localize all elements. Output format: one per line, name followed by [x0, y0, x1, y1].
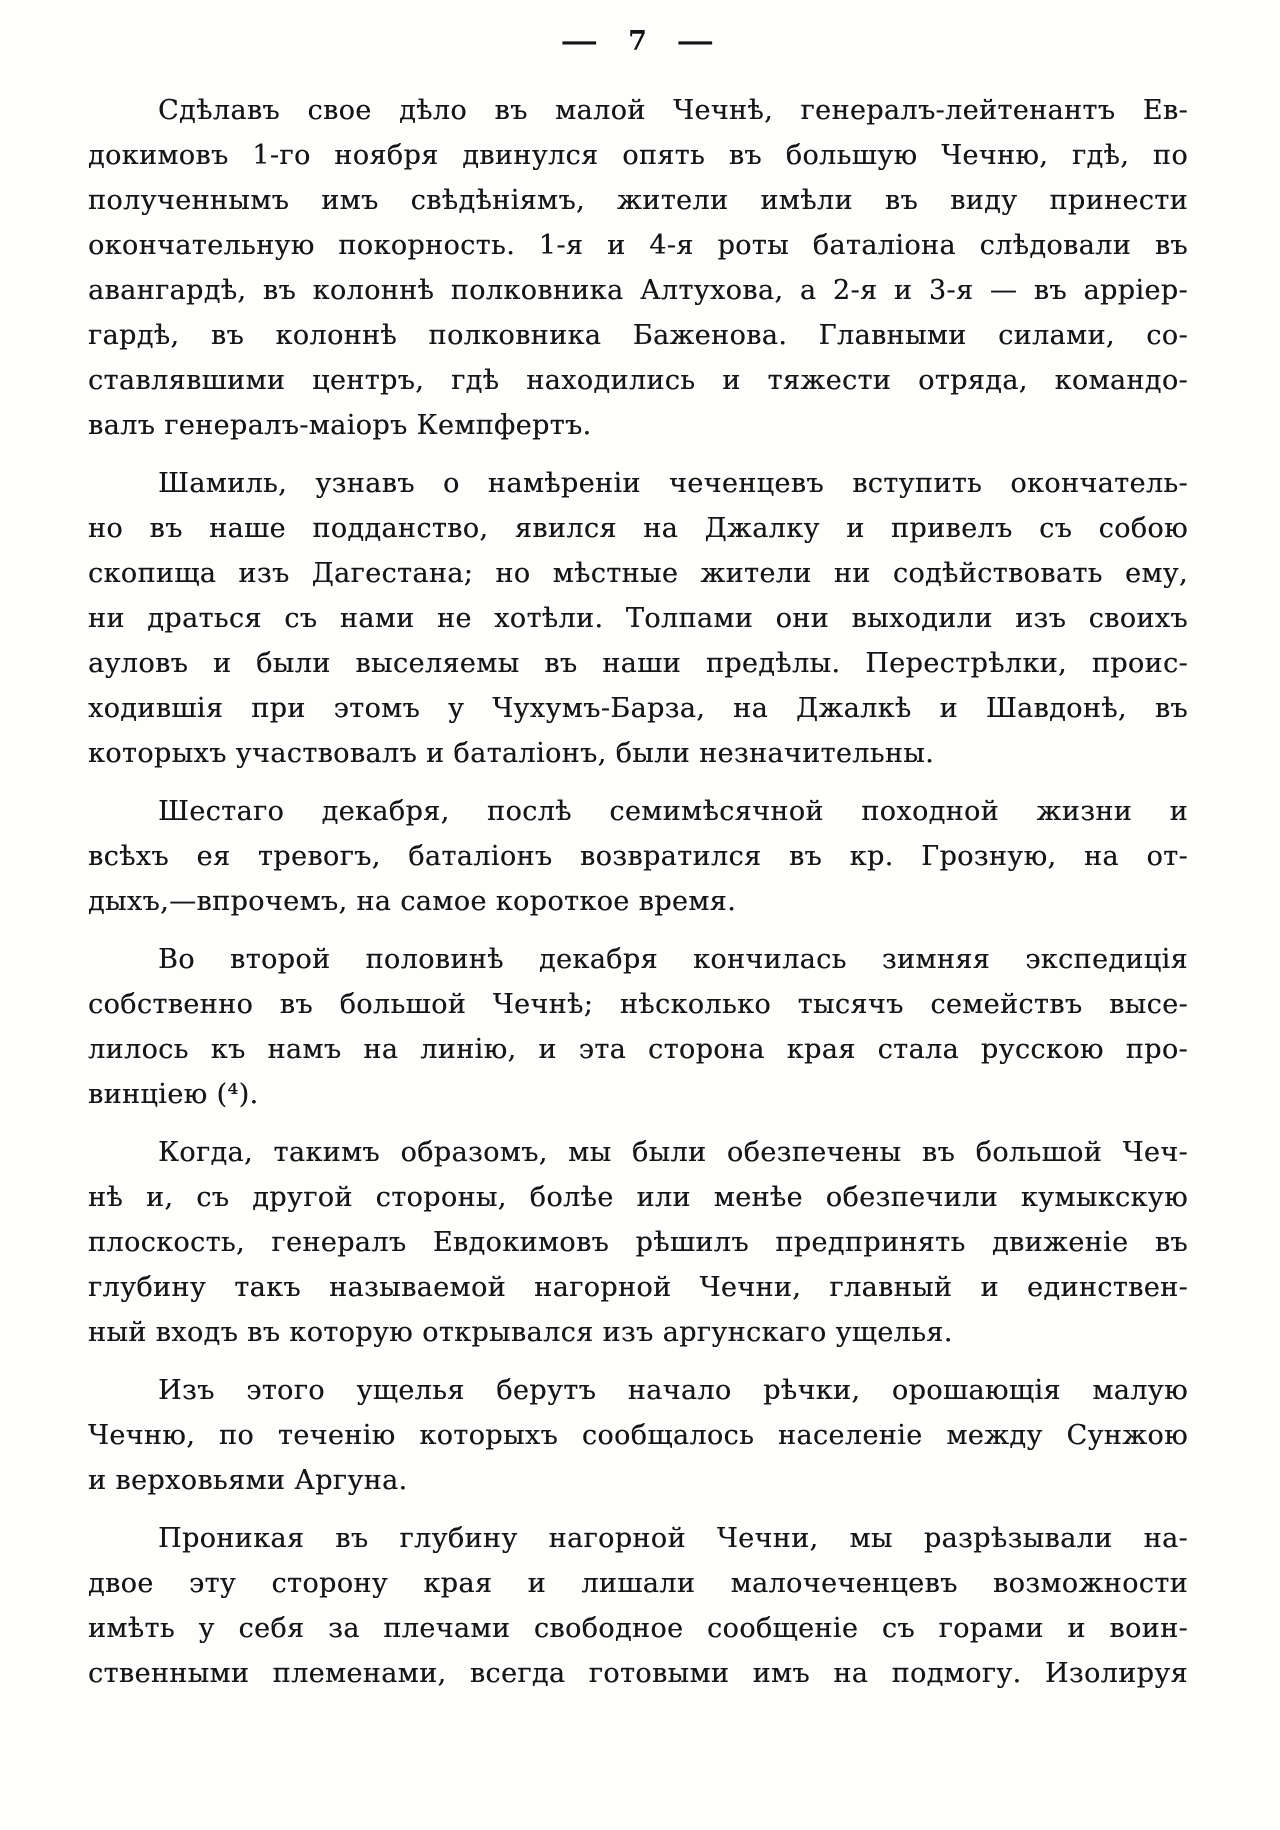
- text-line: валъ генералъ-маіоръ Кемпфертъ.: [88, 410, 592, 441]
- paragraph: [88, 1516, 1188, 1696]
- text-line: Шестаго декабря, послѣ семимѣсячной походной жизни и: [158, 796, 1188, 827]
- text-line: авангардѣ, въ колоннѣ полковника Алтухова, а 2-я и 3-я — въ арріер-: [88, 275, 1188, 306]
- text-line: Во второй половинѣ декабря кончилась зимняя экспедиція: [158, 944, 1188, 975]
- text-line: ауловъ и были выселяемы въ наши предѣлы. Перестрѣлки, проис-: [88, 648, 1188, 679]
- text-line: всѣхъ ея тревогъ, баталіонъ возвратился въ кр. Грозную, на от-: [88, 841, 1188, 872]
- text-line: Изъ этого ущелья берутъ начало рѣчки, орошающія малую: [158, 1375, 1188, 1406]
- text-line: лилось къ намъ на линію, и эта сторона края стала русскою про-: [88, 1034, 1188, 1065]
- text-line: ходившія при этомъ у Чухумъ-Барза, на Джалкѣ и Шавдонѣ, въ: [88, 693, 1188, 724]
- text-block: [88, 88, 1188, 1696]
- text-line: ный входъ въ которую открывался изъ аргунскаго ущелья.: [88, 1317, 953, 1348]
- text-line: скопища изъ Дагестана; но мѣстные жители ни содѣйствовать ему,: [88, 558, 1188, 589]
- text-line: Чечню, по теченію которыхъ сообщалось населеніе между Сунжою: [88, 1420, 1188, 1451]
- text-line: двое эту сторону края и лишали малочеченцевъ возможности: [88, 1568, 1188, 1599]
- text-line: имѣть у себя за плечами свободное сообщеніе съ горами и воин-: [88, 1613, 1188, 1644]
- text-line: винціею (⁴).: [88, 1079, 259, 1110]
- text-line: дыхъ,—впрочемъ, на самое короткое время.: [88, 886, 737, 917]
- text-line: Сдѣлавъ свое дѣло въ малой Чечнѣ, генералъ-лейтенантъ Ев-: [158, 95, 1188, 126]
- paragraph: [88, 461, 1188, 776]
- header-dash-left: —: [560, 26, 600, 57]
- page-header: [88, 26, 1188, 57]
- page-number: 7: [628, 26, 648, 57]
- paragraph: [88, 1368, 1188, 1503]
- paragraph: [88, 789, 1188, 924]
- text-line: докимовъ 1-го ноября двинулся опять въ большую Чечню, гдѣ, по: [88, 140, 1188, 171]
- text-line: полученнымъ имъ свѣдѣніямъ, жители имѣли въ виду принести: [88, 185, 1188, 216]
- text-line: нѣ и, съ другой стороны, болѣе или менѣе обезпечили кумыкскую: [88, 1182, 1188, 1213]
- text-line: Шамиль, узнавъ о намѣреніи чеченцевъ вступить окончатель-: [158, 468, 1188, 499]
- text-line: глубину такъ называемой нагорной Чечни, главный и единствен-: [88, 1272, 1188, 1303]
- text-line: гардѣ, въ колоннѣ полковника Баженова. Главными силами, со-: [88, 320, 1188, 351]
- text-line: Когда, такимъ образомъ, мы были обезпечены въ большой Чеч-: [158, 1137, 1188, 1168]
- text-line: которыхъ участвовалъ и баталіонъ, были незначительны.: [88, 738, 935, 769]
- text-line: собственно въ большой Чечнѣ; нѣсколько тысячъ семействъ высе-: [88, 989, 1188, 1020]
- text-line: но въ наше подданство, явился на Джалку и привелъ съ собою: [88, 513, 1188, 544]
- paragraph: [88, 1130, 1188, 1355]
- paragraph: [88, 937, 1188, 1117]
- text-line: ни драться съ нами не хотѣли. Толпами они выходили изъ своихъ: [88, 603, 1188, 634]
- text-line: Проникая въ глубину нагорной Чечни, мы разрѣзывали на-: [158, 1523, 1188, 1554]
- text-line: ственными племенами, всегда готовыми имъ на подмогу. Изолируя: [88, 1658, 1188, 1689]
- text-line: окончательную покорность. 1-я и 4-я роты баталіона слѣдовали въ: [88, 230, 1188, 261]
- text-line: ставлявшими центръ, гдѣ находились и тяжести отряда, командо-: [88, 365, 1188, 396]
- paragraph: [88, 88, 1188, 448]
- text-line: плоскость, генералъ Евдокимовъ рѣшилъ предпринять движеніе въ: [88, 1227, 1188, 1258]
- text-line: и верховьями Аргуна.: [88, 1465, 408, 1496]
- header-dash-right: —: [676, 26, 716, 57]
